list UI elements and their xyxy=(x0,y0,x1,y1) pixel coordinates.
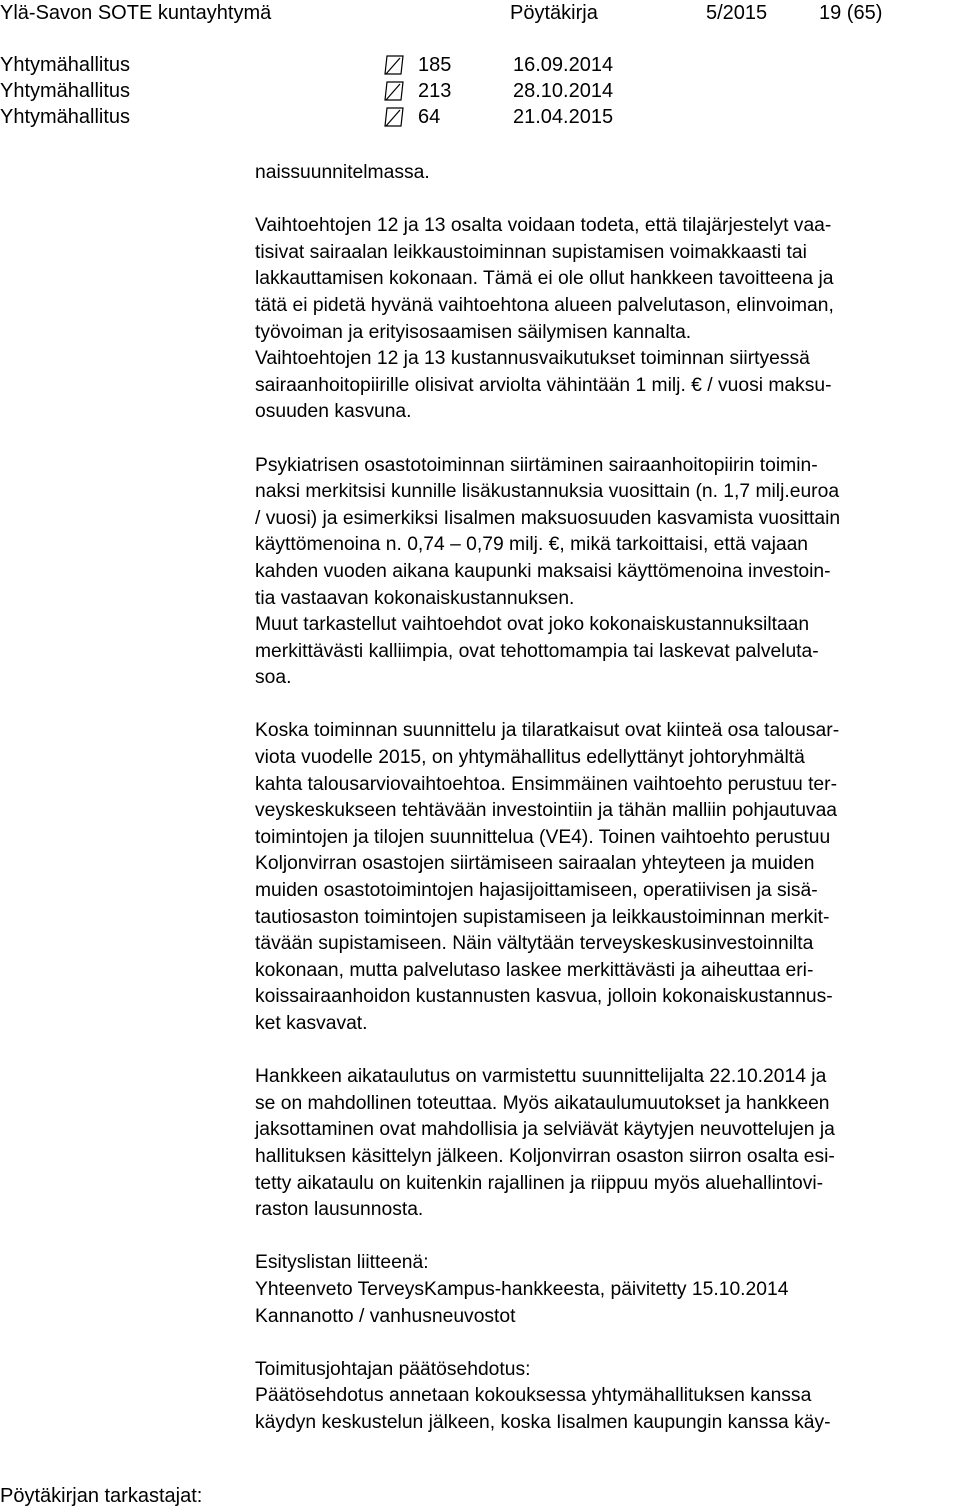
section-sign-icon-glyph xyxy=(384,80,404,102)
text-line: Vaihtoehtojen 12 ja 13 kustannusvaikutukset toiminnan siirtyessä xyxy=(255,348,810,370)
text-line: käydyn keskustelun jälkeen, koska Iisalmen kaupungin kanssa käy- xyxy=(255,1411,831,1433)
meeting-history xyxy=(0,52,960,130)
text-line: naksi merkitsisi kunnille lisäkustannuksia vuosittain (n. 1,7 milj.euroa xyxy=(255,481,840,503)
paragraph xyxy=(255,453,960,692)
text-line: tetty aikataulu on kuitenkin rajallinen ja riippuu myös aluehallintovi- xyxy=(255,1172,824,1194)
decision-proposal xyxy=(255,1357,960,1437)
text-line: koissairaanhoidon kustannusten kasvua, jolloin kokonaiskustannus- xyxy=(255,986,833,1008)
minutes-reviewers-label: Pöytäkirjan tarkastajat: xyxy=(0,1485,203,1507)
section-sign-icon xyxy=(384,80,404,102)
attachments xyxy=(255,1250,960,1330)
history-number: 64 xyxy=(418,106,441,128)
document-type: Pöytäkirja xyxy=(510,2,598,24)
text-line: sairaanhoitopiirille olisivat arviolta vähintään 1 milj. € / vuosi maksu- xyxy=(255,374,832,396)
paragraph xyxy=(255,718,960,1037)
history-row xyxy=(0,78,960,104)
attachment-item: Kannanotto / vanhusneuvostot xyxy=(255,1305,516,1327)
text-line: raston lausunnosta. xyxy=(255,1199,424,1221)
text-line: naissuunnitelmassa. xyxy=(255,162,430,183)
text-line: kahden vuoden aikana kaupunki maksaisi käyttömenoina investoin- xyxy=(255,560,831,582)
document-body xyxy=(255,160,960,1437)
text-line: se on mahdollinen toteuttaa. Myös aikataulumuutokset ja hankkeen xyxy=(255,1092,830,1114)
section-sign-icon xyxy=(384,54,404,76)
text-line: tätä ei pidetä hyvänä vaihtoehtona alueen palvelutason, elinvoiman, xyxy=(255,294,834,316)
paragraph xyxy=(255,160,960,187)
text-line: Psykiatrisen osastotoiminnan siirtäminen sairaanhoitopiirin toimin- xyxy=(255,454,818,476)
history-body: Yhtymähallitus xyxy=(0,106,131,128)
text-line: tia vastaavan kokonaiskustannuksen. xyxy=(255,587,575,609)
section-sign-icon xyxy=(384,106,404,128)
organization-name: Ylä-Savon SOTE kuntayhtymä xyxy=(0,2,272,24)
text-line: veyskeskukseen tehtävään investointiin ja tähän malliin pohjautuvaa xyxy=(255,800,838,822)
text-line: Koska toiminnan suunnittelu ja tilaratkaisut ovat kiinteä osa talousar- xyxy=(255,720,840,742)
section-sign-icon-glyph xyxy=(384,106,404,128)
text-line: toimintojen ja tilojen suunnittelua (VE4). Toinen vaihtoehto perustuu xyxy=(255,826,831,848)
text-line: viota vuodelle 2015, on yhtymähallitus edellyttänyt johtoryhmältä xyxy=(255,747,805,769)
paragraph xyxy=(255,213,960,426)
text-line: tautiosaston toimintojen supistamiseen ja leikkaustoiminnan merkit- xyxy=(255,906,830,928)
text-line: kokonaan, mutta palvelutaso laskee merkittävästi ja aiheuttaa eri- xyxy=(255,959,814,981)
page-number: 19 (65) xyxy=(819,2,883,24)
history-body: Yhtymähallitus xyxy=(0,80,131,102)
text-line: / vuosi) ja esimerkiksi Iisalmen maksuosuuden kasvamista vuosittain xyxy=(255,507,841,529)
text-line: lakkauttamisen kokonaan. Tämä ei ole ollut hankkeen tavoitteena ja xyxy=(255,268,834,290)
attachments-heading: Esityslistan liitteenä: xyxy=(255,1252,429,1274)
decision-heading: Toimitusjohtajan päätösehdotus: xyxy=(255,1358,531,1380)
history-row xyxy=(0,104,960,130)
text-line: osuuden kasvuna. xyxy=(255,401,412,423)
history-date: 21.04.2015 xyxy=(513,106,614,128)
paragraph xyxy=(255,1064,960,1224)
text-line: tisivat sairaalan leikkaustoiminnan supistamisen voimakkaasti tai xyxy=(255,241,807,263)
text-line: muiden osastotoimintojen hajasijoittamiseen, operatiivisen ja sisä- xyxy=(255,880,818,902)
text-line: soa. xyxy=(255,667,292,689)
text-line: tävään supistamiseen. Näin vältytään terveyskeskusinvestoinnilta xyxy=(255,933,814,955)
document-header xyxy=(0,0,960,30)
history-date: 16.09.2014 xyxy=(513,54,614,76)
text-line: työvoiman ja erityisosaamisen säilymisen kannalta. xyxy=(255,321,692,343)
text-line: Hankkeen aikataulutus on varmistettu suunnittelijalta 22.10.2014 ja xyxy=(255,1066,827,1088)
history-body: Yhtymähallitus xyxy=(0,54,131,76)
history-row xyxy=(0,52,960,78)
text-line: ket kasvavat. xyxy=(255,1013,368,1034)
document-number: 5/2015 xyxy=(706,2,768,24)
text-line: merkittävästi kalliimpia, ovat tehottomampia tai laskevat palveluta- xyxy=(255,640,819,662)
history-number: 185 xyxy=(418,54,452,76)
text-line: hallituksen käsittelyn jälkeen. Koljonvirran osaston siirron osalta esi- xyxy=(255,1145,835,1167)
text-line: jaksottaminen ovat mahdollisia ja selviävät käytyjen neuvottelujen ja xyxy=(255,1119,835,1141)
text-line: Koljonvirran osastojen siirtämiseen sairaalan yhteyteen ja muiden xyxy=(255,853,815,875)
text-line: kahta talousarviovaihtoehtoa. Ensimmäinen vaihtoehto perustuu ter- xyxy=(255,773,837,795)
text-line: käyttömenoina n. 0,74 – 0,79 milj. €, mikä tarkoittaisi, että vajaan xyxy=(255,534,809,556)
text-line: Muut tarkastellut vaihtoehdot ovat joko kokonaiskustannuksiltaan xyxy=(255,614,810,636)
history-date: 28.10.2014 xyxy=(513,80,614,102)
section-sign-icon-glyph xyxy=(384,54,404,76)
attachment-item: Yhteenveto TerveysKampus-hankkeesta, päivitetty 15.10.2014 xyxy=(255,1278,789,1300)
text-line: Vaihtoehtojen 12 ja 13 osalta voidaan todeta, että tilajärjestelyt vaa- xyxy=(255,215,832,237)
history-number: 213 xyxy=(418,80,452,102)
text-line: Päätösehdotus annetaan kokouksessa yhtymähallituksen kanssa xyxy=(255,1385,812,1407)
